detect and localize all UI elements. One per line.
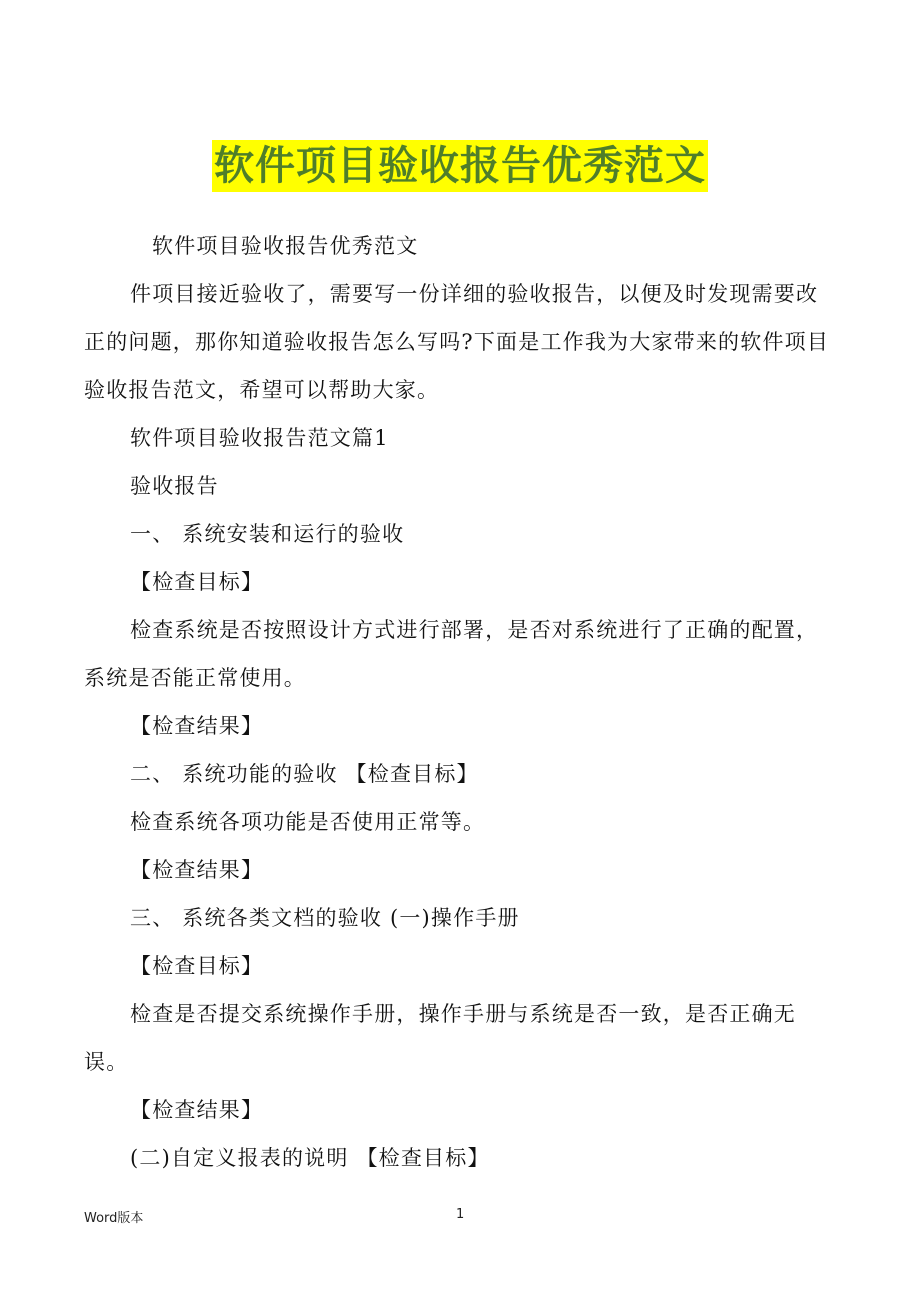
paragraph: 【检查目标】 bbox=[130, 570, 264, 594]
page-number: 1 bbox=[456, 1207, 465, 1222]
footer-label: Word版本 bbox=[84, 1211, 144, 1226]
paragraph: 件项目接近验收了，需要写一份详细的验收报告，以便及时发现需要改正的问题，那你知道验收报告怎么写吗?下面是工作我为大家带来的软件项目验收报告范文，希望可以帮助大家。 bbox=[84, 282, 830, 402]
paragraph: 二、 系统功能的验收 【检查目标】 bbox=[130, 762, 479, 786]
paragraph: 检查是否提交系统操作手册，操作手册与系统是否一致，是否正确无误。 bbox=[84, 1002, 796, 1074]
paragraph: 软件项目验收报告范文篇1 bbox=[130, 426, 389, 450]
title-container bbox=[0, 140, 920, 192]
paragraph: 【检查结果】 bbox=[130, 858, 264, 882]
paragraph: 【检查结果】 bbox=[130, 1098, 264, 1122]
paragraph: (二)自定义报表的说明 【检查目标】 bbox=[130, 1146, 490, 1170]
paragraph: 软件项目验收报告优秀范文 bbox=[152, 234, 419, 258]
paragraph: 一、 系统安装和运行的验收 bbox=[130, 522, 405, 546]
paragraph: 检查系统各项功能是否使用正常等。 bbox=[130, 810, 486, 834]
paragraph: 【检查结果】 bbox=[130, 714, 264, 738]
paragraph: 检查系统是否按照设计方式进行部署，是否对系统进行了正确的配置，系统是否能正常使用。 bbox=[84, 618, 819, 690]
paragraph: 【检查目标】 bbox=[130, 954, 264, 978]
document-title: 软件项目验收报告优秀范文 bbox=[212, 140, 708, 192]
paragraph: 验收报告 bbox=[130, 474, 219, 498]
paragraph: 三、 系统各类文档的验收 (一)操作手册 bbox=[130, 906, 520, 930]
document-body bbox=[84, 222, 838, 1182]
